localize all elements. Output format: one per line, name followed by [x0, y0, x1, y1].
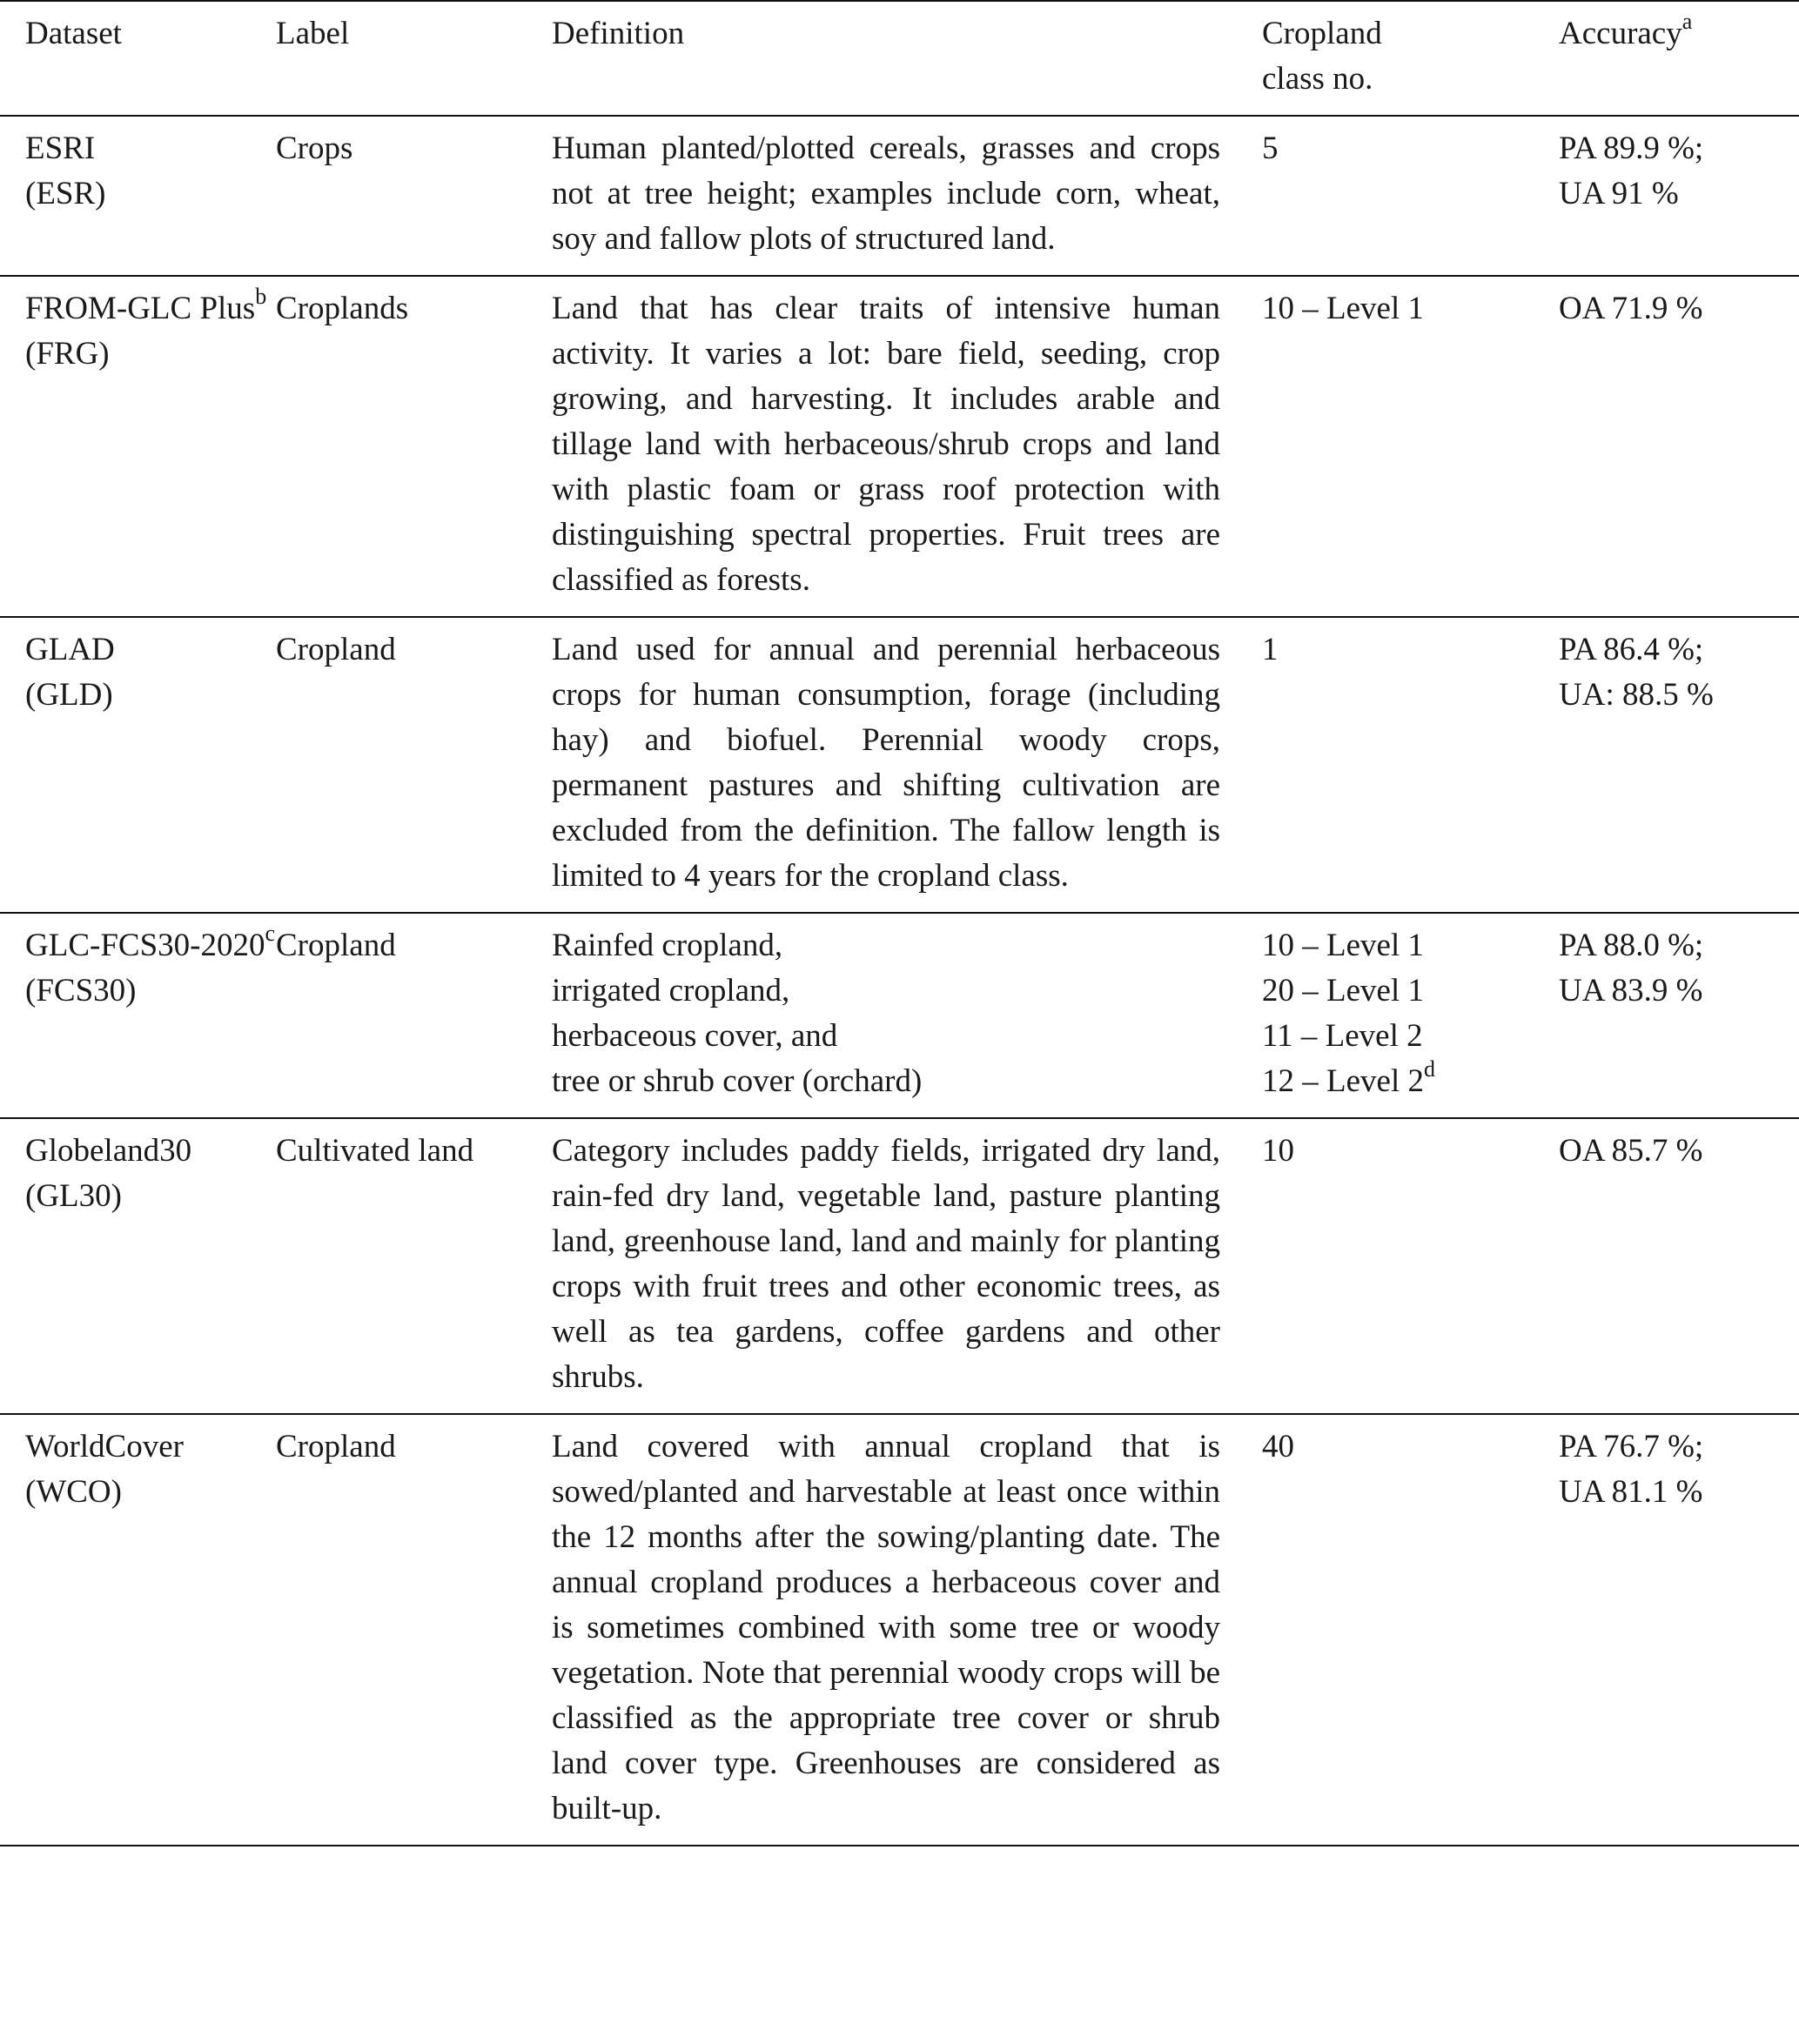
header-accuracy-text: Accuracy — [1559, 16, 1682, 51]
dataset-name: GLC-FCS30-2020 — [25, 928, 265, 963]
cropland-class-value: 10 – Level 1 — [1262, 928, 1424, 963]
accuracy-line: UA 81.1 % — [1559, 1474, 1703, 1510]
dataset-abbreviation: (FRG) — [25, 336, 110, 372]
dataset-abbreviation: (FCS30) — [25, 973, 137, 1009]
definition-cell: Land used for annual and perennial herbaceous crops for human consumption, forage (including hay) and biofuel. Perennial woody crops, permanent pastures and shifting cultivation are excluded from the definition. The fallow length is limited to 4 years for the cropland class. — [552, 632, 1220, 894]
definition-cell: Land covered with annual cropland that is sowed/planted and harvestable at least once within the 12 months after the sowing/planting date. The annual cropland produces a herbaceous cover and is sometimes combined with some tree or woody vegetation. Note that perennial woody crops will be classified as the appropriate tree cover or shrub land cover type. Greenhouses are considered as built-up. — [552, 1429, 1220, 1826]
dataset-abbreviation: (GL30) — [25, 1178, 122, 1214]
table-body — [0, 116, 1799, 1846]
cropland-class-value: 40 — [1262, 1429, 1294, 1464]
cropland-class-value: 10 — [1262, 1133, 1294, 1169]
definition-cell: Human planted/plotted cereals, grasses and crops not at tree height; examples include corn, wheat, soy and fallow plots of structured land. — [552, 131, 1220, 257]
accuracy-cell — [1559, 1118, 1799, 1414]
header-cropland-class-line2: class no. — [1262, 61, 1373, 97]
dataset-footnote: c — [265, 921, 276, 946]
table-row — [0, 1118, 1799, 1414]
dataset-cell — [0, 617, 276, 913]
dataset-cell — [0, 116, 276, 276]
header-accuracy — [1559, 1, 1799, 116]
cropland-class-value: 10 – Level 1 — [1262, 291, 1424, 326]
cropland-class-line — [1262, 1056, 1559, 1104]
cropland-class-cell — [1262, 1118, 1559, 1414]
header-row — [0, 1, 1799, 116]
cropland-class-line — [1262, 286, 1559, 332]
definition-cell: Land that has clear traits of intensive human activity. It varies a lot: bare field, seeding, crop growing, and harvesting. It includes arable and tillage land with herbaceous/shrub crops and land with plastic foam or grass roof protection with distinguishing spectral properties. Fruit trees are classified as forests. — [552, 291, 1220, 598]
cropland-class-value: 1 — [1262, 632, 1279, 667]
header-definition: Definition — [552, 16, 685, 51]
definition-cell — [552, 913, 1262, 1118]
dataset-footnote: b — [255, 284, 267, 309]
definition-cell: Category includes paddy fields, irrigated dry land, rain-fed dry land, vegetable land, pasture planting land, greenhouse land, land and mainly for planting crops with fruit trees and other economic trees, as well as tea gardens, coffee gardens and other shrubs. — [552, 1133, 1220, 1395]
cropland-class-cell — [1262, 116, 1559, 276]
dataset-name: GLAD — [25, 632, 115, 667]
table-row — [0, 276, 1799, 617]
label-cell: Crops — [276, 131, 353, 166]
cropland-class-footnote: d — [1423, 1056, 1435, 1082]
label-cell: Cropland — [276, 1429, 396, 1464]
accuracy-cell — [1559, 617, 1799, 913]
header-dataset: Dataset — [25, 16, 122, 51]
accuracy-cell — [1559, 913, 1799, 1118]
accuracy-line: PA 89.9 %; — [1559, 131, 1704, 166]
cropland-class-cell — [1262, 276, 1559, 617]
definition-line: Rainfed cropland, — [552, 928, 783, 963]
cropland-class-line — [1262, 627, 1559, 673]
accuracy-line: PA 86.4 %; — [1559, 632, 1704, 667]
cropland-class-line — [1262, 1424, 1559, 1470]
cropland-class-value: 20 – Level 1 — [1262, 973, 1424, 1009]
table-row — [0, 1414, 1799, 1846]
dataset-name: Globeland30 — [25, 1133, 192, 1169]
definition-line: irrigated cropland, — [552, 973, 790, 1009]
label-cell: Cropland — [276, 632, 396, 667]
header-label: Label — [276, 16, 350, 51]
cropland-class-cell — [1262, 617, 1559, 913]
cropland-class-value: 5 — [1262, 131, 1279, 166]
accuracy-line: UA 83.9 % — [1559, 973, 1703, 1009]
table-row — [0, 617, 1799, 913]
label-cell: Croplands — [276, 291, 409, 326]
definition-line: tree or shrub cover (orchard) — [552, 1063, 923, 1099]
dataset-name: WorldCover — [25, 1429, 184, 1464]
dataset-cell — [0, 1118, 276, 1414]
accuracy-line: PA 76.7 %; — [1559, 1429, 1704, 1464]
table-row — [0, 913, 1799, 1118]
cropland-class-line — [1262, 1129, 1559, 1174]
dataset-cell — [0, 1414, 276, 1846]
cropland-class-line — [1262, 923, 1559, 968]
header-cropland-class-line1: Cropland — [1262, 16, 1382, 51]
definition-line: herbaceous cover, and — [552, 1018, 838, 1054]
label-cell: Cultivated land — [276, 1133, 474, 1169]
accuracy-line: UA: 88.5 % — [1559, 677, 1714, 713]
dataset-abbreviation: (WCO) — [25, 1474, 122, 1510]
accuracy-line: PA 88.0 %; — [1559, 928, 1704, 963]
cropland-class-line — [1262, 126, 1559, 171]
label-cell: Cropland — [276, 928, 396, 963]
cropland-class-cell — [1262, 1414, 1559, 1846]
accuracy-line: OA 71.9 % — [1559, 291, 1703, 326]
cropland-class-line — [1262, 1014, 1559, 1059]
accuracy-cell — [1559, 1414, 1799, 1846]
cropland-class-value: 12 – Level 2 — [1262, 1063, 1424, 1099]
dataset-name: ESRI — [25, 131, 96, 166]
dataset-name: FROM-GLC Plus — [25, 291, 256, 326]
dataset-cell — [0, 276, 276, 617]
dataset-cell — [0, 913, 276, 1118]
cropland-class-value: 11 – Level 2 — [1262, 1018, 1423, 1054]
accuracy-line: OA 85.7 % — [1559, 1133, 1703, 1169]
table-row — [0, 116, 1799, 276]
header-cropland-class — [1262, 1, 1559, 116]
cropland-class-line — [1262, 968, 1559, 1014]
header-accuracy-footnote: a — [1682, 9, 1693, 34]
accuracy-line: UA 91 % — [1559, 176, 1679, 211]
cropland-class-cell — [1262, 913, 1559, 1118]
accuracy-cell — [1559, 276, 1799, 617]
accuracy-cell — [1559, 116, 1799, 276]
dataset-abbreviation: (ESR) — [25, 176, 106, 211]
dataset-abbreviation: (GLD) — [25, 677, 113, 713]
